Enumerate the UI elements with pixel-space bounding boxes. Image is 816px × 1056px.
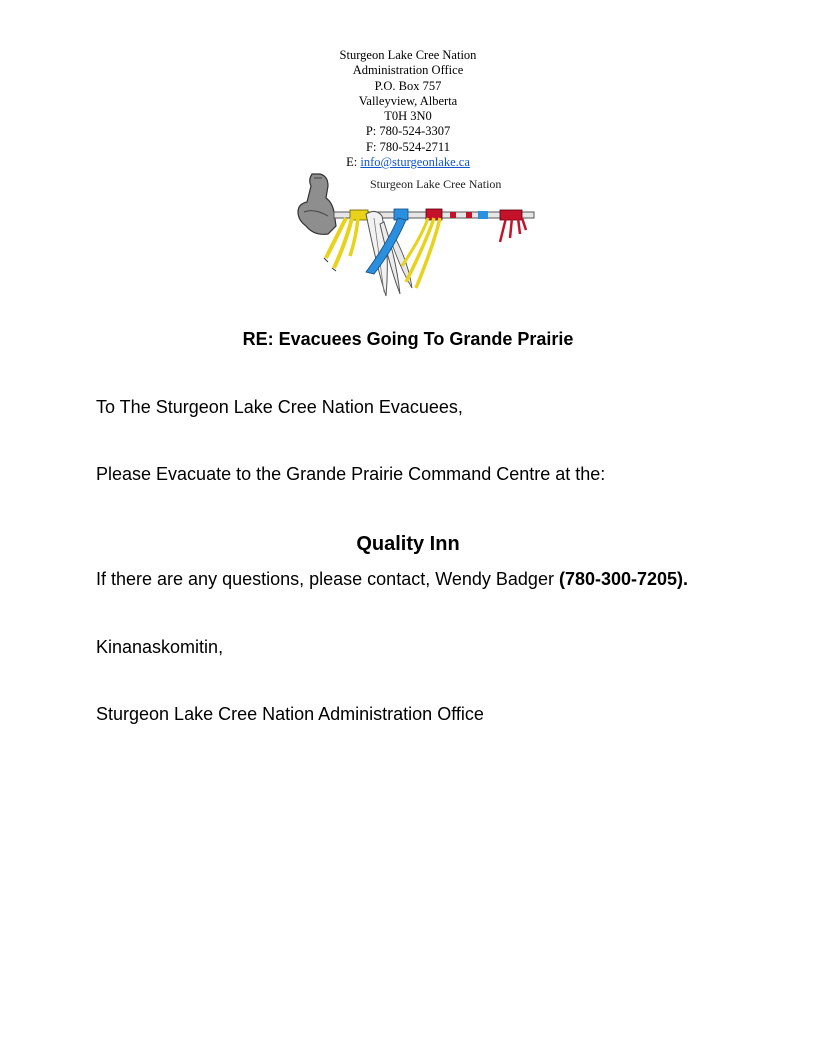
letter-subject: RE: Evacuees Going To Grande Prairie [242, 329, 574, 349]
venue-name: Quality Inn [356, 533, 460, 555]
letterhead-postal: T0H 3N0 [384, 109, 432, 124]
letterhead-email-line [0, 155, 816, 170]
letterhead-city: Valleyview, Alberta [358, 93, 458, 108]
logo-caption: Sturgeon Lake Cree Nation [370, 177, 502, 191]
letter-sender: Sturgeon Lake Cree Nation Administration Office [96, 704, 484, 724]
email-prefix: E: [346, 155, 361, 170]
ceremonial-pipe-icon [294, 172, 540, 306]
letterhead-phone: P: 780-524-3307 [365, 124, 451, 139]
contact-phone: (780-300-7205). [558, 569, 689, 589]
letterhead [0, 48, 816, 170]
letter-signoff: Kinanaskomitin, [96, 637, 224, 657]
letterhead-office: Administration Office [352, 63, 464, 78]
email-link[interactable]: info@sturgeonlake.ca [360, 155, 470, 170]
questions-text: If there are any questions, please contact, Wendy Badger [96, 569, 559, 589]
letter-instruction: Please Evacuate to the Grande Prairie Command Centre at the: [96, 464, 606, 484]
letterhead-org: Sturgeon Lake Cree Nation [339, 48, 477, 62]
letter-greeting: To The Sturgeon Lake Cree Nation Evacuees, [96, 397, 463, 417]
questions-line [96, 569, 688, 590]
letterhead-fax: F: 780-524-2711 [366, 139, 450, 154]
letterhead-po-box: P.O. Box 757 [374, 78, 442, 93]
